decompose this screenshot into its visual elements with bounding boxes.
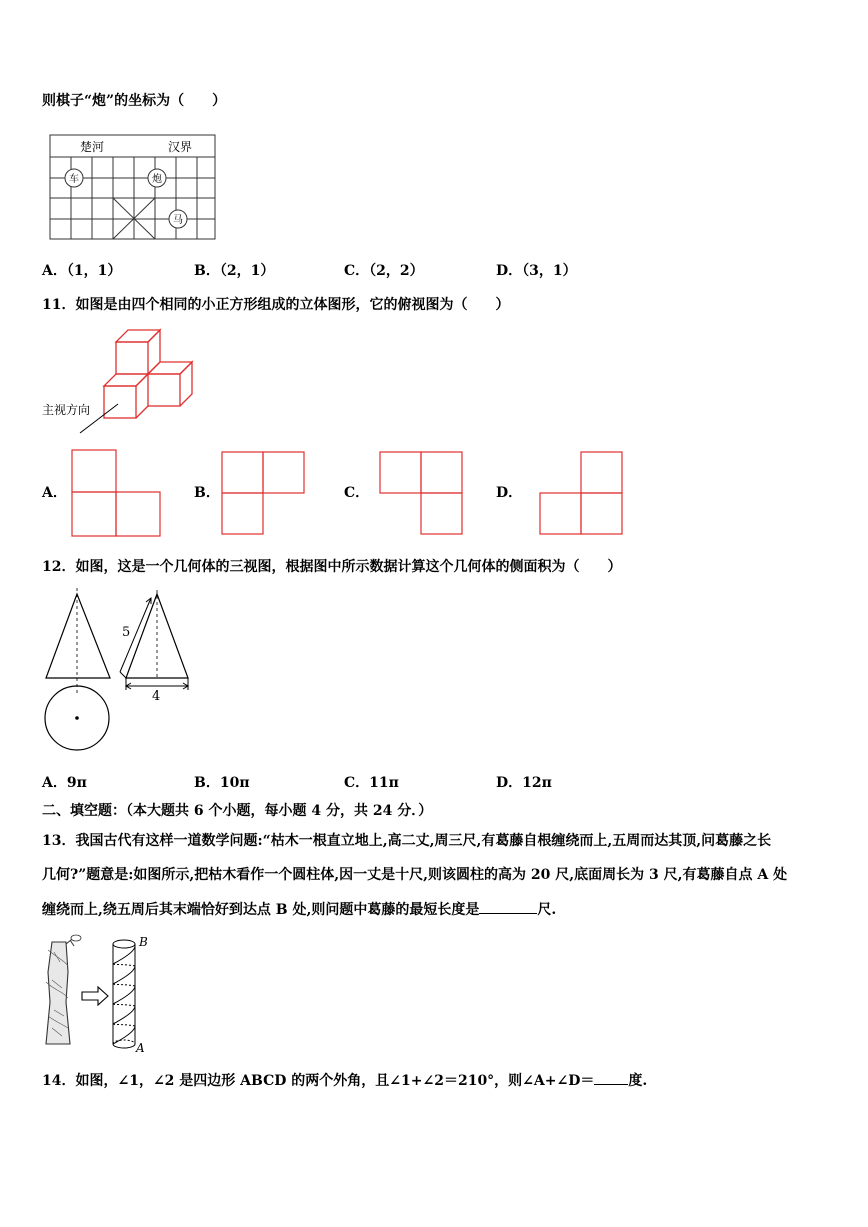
car-piece [65, 169, 83, 187]
q13-answer-blank[interactable] [479, 899, 537, 914]
river-left-label: 楚河 [80, 140, 105, 154]
q11-option-a-letter[interactable]: A． [42, 485, 67, 501]
slant-dimension-label: 5 [122, 625, 131, 640]
point-a-label: A [136, 1041, 145, 1054]
q10-option-b[interactable]: B．（2，1） [194, 263, 275, 279]
q10-stem-tail: 则棋子“炮”的坐标为（ ） [42, 93, 227, 109]
q12-option-d[interactable]: D．12π [496, 775, 552, 791]
q13-line-1: 13．我国古代有这样一道数学问题:“枯木一根直立地上,高二丈,周三尺,有葛藤自根缠绕而上,五周而达其顶,问葛藤之长 [42, 833, 772, 849]
river-right-label: 汉界 [168, 140, 193, 154]
q12-option-b[interactable]: B．10π [194, 775, 250, 791]
q12-stem: 12．如图，这是一个几何体的三视图，根据图中所示数据计算这个几何体的侧面积为（ ） [42, 559, 622, 575]
point-b-label: B [139, 935, 148, 949]
cube-solid-figure [40, 326, 210, 436]
q13-line-3: 缠绕而上,绕五周后其末端恰好到达点 B 处,则问题中葛藤的最短长度是 尺. [42, 899, 556, 919]
q12-option-a[interactable]: A．9π [42, 775, 87, 791]
svg-text:炮: 炮 [152, 174, 162, 185]
q10-option-c[interactable]: C．（2，2） [344, 263, 424, 279]
chess-board-figure [48, 133, 218, 241]
q11-option-b-figure[interactable] [220, 450, 306, 536]
q11-option-c-figure[interactable] [378, 450, 464, 536]
q10-option-a[interactable]: A．（1，1） [42, 263, 122, 279]
view-direction-label: 主视方向 [42, 403, 91, 417]
q14-answer-blank[interactable] [594, 1070, 628, 1085]
three-view-figure [40, 586, 210, 756]
q11-option-d-letter[interactable]: D． [496, 485, 523, 501]
q10-option-d[interactable]: D．（3，1） [496, 263, 577, 279]
cannon-piece [148, 169, 166, 187]
horse-piece [169, 210, 187, 228]
q11-stem: 11．如图是由四个相同的小正方形组成的立体图形，它的俯视图为（ ） [42, 297, 510, 313]
q11-option-d-figure[interactable] [538, 450, 624, 536]
svg-text:车: 车 [69, 174, 79, 185]
base-dimension-label: 4 [152, 689, 161, 704]
q14-stem: 14．如图，∠1，∠2 是四边形 ABCD 的两个外角，且∠1+∠2＝210°，则∠A+∠D＝ 度. [42, 1070, 647, 1090]
q11-option-a-figure[interactable] [70, 448, 162, 538]
tree-cylinder-figure [40, 932, 160, 1054]
q12-option-c[interactable]: C．11π [344, 775, 399, 791]
q13-line-2: 几何?”题意是:如图所示,把枯木看作一个圆柱体,因一丈是十尺,则该圆柱的高为 20 尺,底面周长为 3 尺,有葛藤自点 A 处 [42, 867, 788, 883]
q11-option-b-letter[interactable]: B． [194, 485, 220, 501]
q11-option-c-letter[interactable]: C． [344, 485, 370, 501]
svg-text:马: 马 [173, 215, 183, 226]
section-title-fill-in: 二、填空题：（本大题共 6 个小题，每小题 4 分，共 24 分．） [42, 803, 433, 819]
